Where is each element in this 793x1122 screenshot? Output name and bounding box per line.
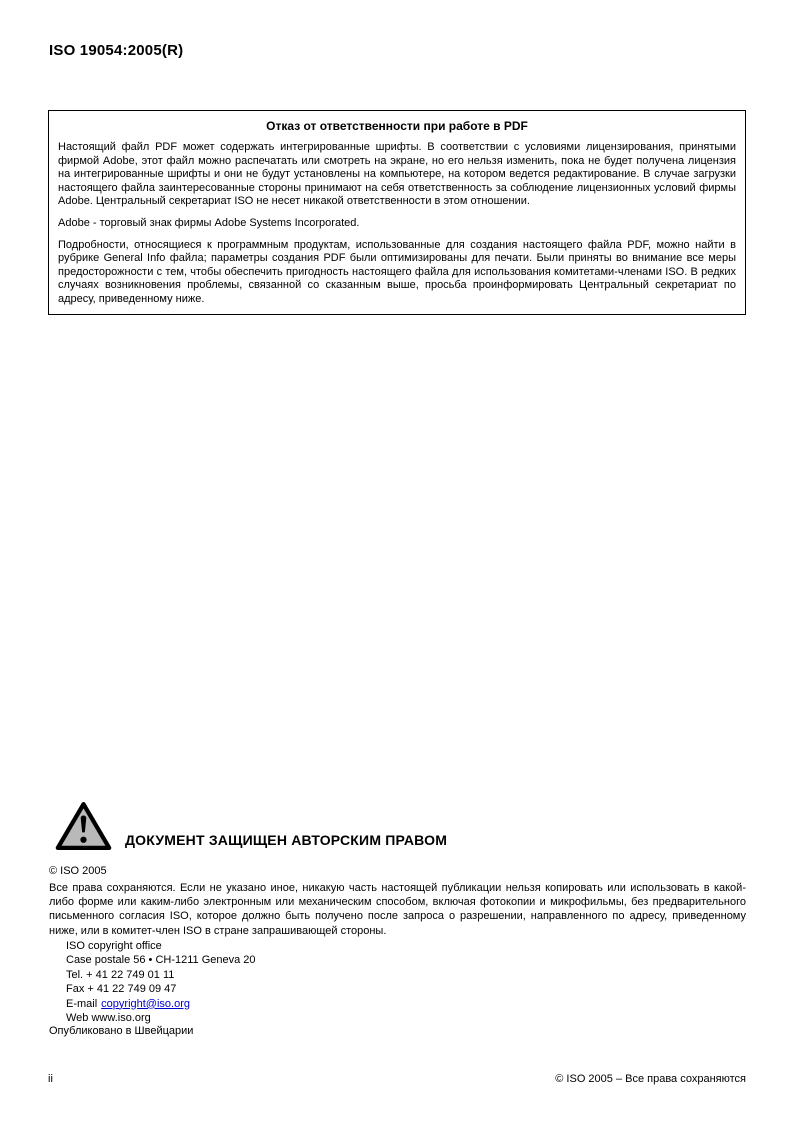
address-line-office: ISO copyright office	[66, 940, 162, 952]
page-footer	[48, 1073, 746, 1085]
email-link[interactable]: copyright@iso.org	[101, 997, 190, 1010]
copyright-notice: © ISO 2005	[49, 865, 107, 877]
copyright-body: Все права сохраняются. Если не указано иное, никакую часть настоящей публикации нельзя копировать или использовать в какой-либо форме или каким-либо электронным или механическим способом, включая фотокопии и микрофильмы, без предварительного письменного согласия ISO, которое должно быть получено после запроса о разрешении, направленного по адресу, приведенному ниже, или в комитет-член ISO в стране запрашивающей стороны.	[49, 882, 746, 937]
disclaimer-paragraph: Подробности, относящиеся к программным продуктам, использованные для создания настоящего файла PDF, можно найти в рубрике General Info файла; параметры создания PDF были оптимизированы для печати. Были приняты во внимание все меры предосторожности с тем, чтобы обеспечить пригодность настоящего файла для использования комитетами-членами ISO. В редких случаях возникновения проблемы, связанной со сказанным выше, просьба проинформировать Центральный секретариат по адресу, приведенному ниже.	[58, 238, 736, 305]
document-reference: ISO 19054:2005(R)	[49, 42, 184, 59]
footer-copyright: © ISO 2005 – Все права сохраняются	[555, 1073, 746, 1085]
disclaimer-paragraph: Настоящий файл PDF может содержать интегрированные шрифты. В соответствии с условиями лицензирования, принятыми фирмой Adobe, этот файл можно распечатать или смотреть на экране, но его нельзя изменить, пока не будет получена лицензия на интегрированные шрифты и они не будут установлены на компьютере, на котором ведется редактирование. В случае загрузки настоящего файла заинтересованные стороны принимают на себя ответственность за соблюдение лицензионных условий фирмы Adobe. Центральный секретариат ISO не несет никакой ответственности в этом отношении.	[58, 141, 736, 208]
pdf-disclaimer-box	[48, 110, 746, 315]
warning-triangle-icon	[55, 799, 112, 853]
disclaimer-paragraph: Adobe - торговый знак фирмы Adobe Systems Incorporated.	[58, 216, 360, 229]
published-note: Опубликовано в Швейцарии	[49, 1025, 194, 1037]
copyright-heading: ДОКУМЕНТ ЗАЩИЩЕН АВТОРСКИМ ПРАВОМ	[125, 832, 448, 848]
address-block	[66, 939, 256, 1025]
disclaimer-title: Отказ от ответственности при работе в PDF	[266, 119, 528, 133]
page-number: ii	[48, 1073, 53, 1085]
address-line-web: Web www.iso.org	[66, 1012, 151, 1025]
address-line-email	[66, 997, 256, 1011]
email-label: E-mail	[66, 997, 98, 1010]
address-line-tel: Tel. + 41 22 749 01 11	[66, 968, 175, 981]
address-line-postal: Case postale 56 • CH-1211 Geneva 20	[66, 954, 256, 967]
address-line-fax: Fax + 41 22 749 09 47	[66, 983, 177, 996]
